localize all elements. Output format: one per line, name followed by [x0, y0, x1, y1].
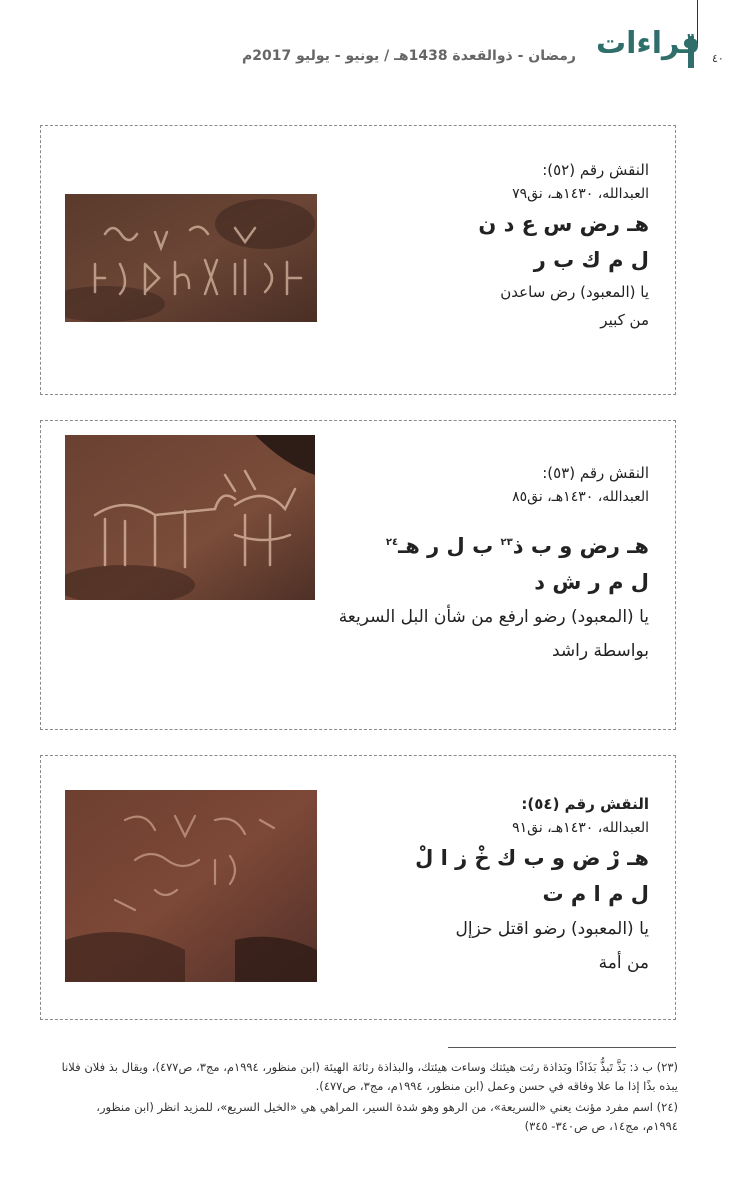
inscription-reference: العبدالله، ١٤٣٠هـ، نق٩١ — [512, 820, 649, 836]
inscription-text — [415, 792, 649, 980]
inscription-line-1: هـ رْ ض و ب ك خْ ز ا لْ — [415, 846, 649, 870]
inscription-line-1-part-b: ب ل ر هـ — [398, 534, 494, 558]
inscription-reference: العبدالله، ١٤٣٠هـ، نق٨٥ — [512, 489, 649, 505]
magazine-title: قراءات — [596, 26, 701, 61]
inscription-label: النقش رقم (٥٣): — [542, 464, 649, 482]
page-number: ٤٠ — [712, 52, 724, 65]
inscription-card-52 — [40, 125, 676, 395]
inscription-label: النقش رقم (٥٢): — [542, 161, 649, 179]
inscription-card-54 — [40, 755, 676, 1020]
footnote-ref-24[interactable]: ٢٤ — [385, 537, 399, 548]
rock-inscription-photo — [65, 435, 315, 600]
footnotes — [60, 1058, 678, 1138]
translation-line-1: يا (المعبود) رضو ارفع من شأن البل السريعة — [338, 607, 649, 627]
inscription-text — [478, 158, 649, 334]
rock-inscription-photo — [65, 790, 317, 982]
inscription-text — [339, 461, 649, 668]
inscription-line-2: ل م ر ش د — [534, 570, 649, 594]
translation-line-2: من أمة — [598, 953, 649, 973]
inscription-label: النقش رقم (٥٤): — [521, 795, 649, 813]
inscription-line-1-part-a: هـ رض و ب ذ — [512, 534, 649, 558]
translation-line-2: من كبير — [600, 311, 649, 329]
inscription-card-53 — [40, 420, 676, 730]
footnote-24: (٢٤) اسم مفرد مؤنث يعني «السريعة»، من الرهو وهو شدة السير، المراهي هي «الخيل السريع»، للمزيد انظر (ابن منظور، ١٩٩٤م، مج١٤، ص ص٣٤٠- ٣٤٥) — [96, 1100, 678, 1133]
translation-line-1: يا (المعبود) رض ساعدن — [500, 283, 649, 301]
translation-line-2: بواسطة راشد — [551, 641, 649, 661]
footnote-divider — [448, 1047, 676, 1048]
inscription-line-1 — [339, 525, 649, 564]
inscription-line-2: ل م ا م ت — [542, 882, 649, 906]
footnote-23: (٢٣) ب ذ: بَذَّ تَبذُّ بَذَاذًا وبَذاذة رثت هيئتك وساءت هيئتك، والبذاذة رثاثة الهيئة (ابن منظور، ١٩٩٤م، مج٣، ص٤٧٧)، ويقال بذ فلان فلانا يبذه بذًا إذا ما علا وفاقه في حسن وعمل (ابن منظور، ١٩٩٤م، مج٣، ص٤٧٧). — [61, 1060, 678, 1093]
rock-inscription-photo — [65, 194, 317, 322]
issue-date: رمضان - ذوالقعدة 1438هـ / يونيو - يوليو 2017م — [242, 48, 576, 64]
inscription-reference: العبدالله، ١٤٣٠هـ، نق٧٩ — [512, 186, 649, 202]
inscription-line-1: هـ رض س ع د ن — [478, 212, 649, 236]
inscription-line-2: ل م ك ب ر — [533, 248, 649, 272]
translation-line-1: يا (المعبود) رضو اقتل حزإل — [455, 919, 649, 939]
footnote-ref-23[interactable]: ٢٣ — [500, 537, 513, 548]
